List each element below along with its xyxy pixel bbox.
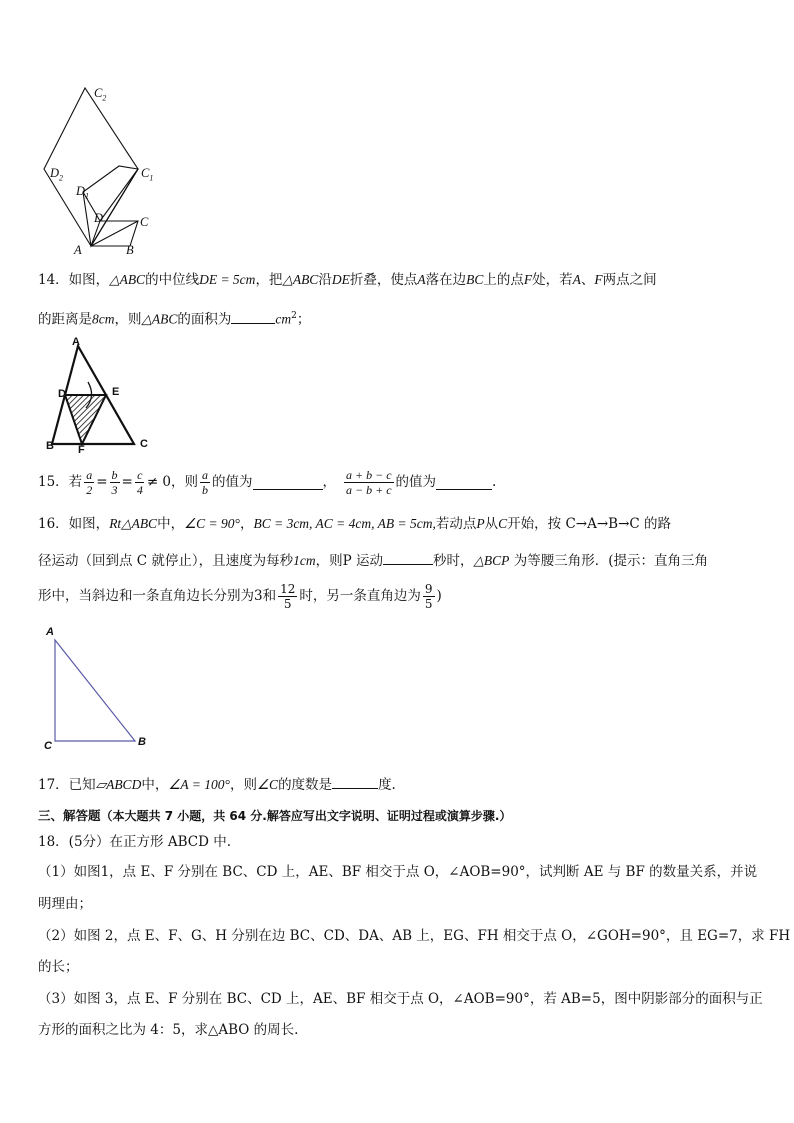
figure-q14: [44, 338, 154, 456]
q14-line2: 的距离是8cm，则△ABC的面积为 $cm^2$；: [38, 306, 310, 330]
q18-head: 18．(5分）在正方形 ABCD 中.: [38, 834, 231, 850]
label-d: D: [94, 211, 104, 225]
label-d2: $D_2$: [50, 166, 64, 183]
label-b: B: [126, 243, 134, 257]
q18-part3-line1: （3）如图 3，点 E、F 分别在 BC、CD 上，AE、BF 相交于点 O，∠AOB=90°，若 AB=5，图中阴影部分的面积与正: [38, 991, 763, 1007]
label-e: E: [112, 386, 120, 398]
q14-answer-blank[interactable]: [231, 309, 275, 324]
label-b: B: [46, 440, 54, 452]
label-c2: $C_2$: [94, 86, 107, 103]
label-d1: $D_1$: [76, 184, 90, 201]
label-d: D: [58, 388, 66, 400]
label-f: F: [78, 444, 85, 456]
q16-line1: 16．如图，Rt△ABC中，∠C = 90°，BC = 3cm, AC = 4cm, AB = 5cm,若动点P从C开始，按 C→A→B→C 的路: [38, 516, 672, 532]
q16-line3: 形中，当斜边和一条直角边长分别为 3 和 $\frac{12}{5}$ 时，另一条直角边为 $\frac{9}{5}$ ): [38, 581, 442, 611]
q18-part1-line1: （1）如图1，点 E、F 分别在 BC、CD 上，AE、BF 相交于点 O，∠AOB=90°，试判断 AE 与 BF 的数量关系，并说: [38, 864, 758, 880]
q17-line: 17．已知▱ABCD中，∠A = 100°，则∠C的度数是 度.: [38, 774, 396, 795]
q18-part1-line2: 明理由；: [38, 896, 92, 912]
figure-q16: [40, 624, 160, 754]
q18-part3-line2: 方形的面积之比为 4：5，求△ABO 的周长.: [38, 1022, 299, 1038]
section-3-heading: 三、解答题（本大题共 7 小题，共 64 分.解答应写出文字说明、证明过程或演算步骤.）: [38, 808, 512, 823]
q16-answer-blank[interactable]: [383, 550, 433, 565]
label-c: C: [44, 740, 52, 752]
folded-triangle-def: [65, 395, 106, 444]
q18-part2-line1: （2）如图 2，点 E、F、G、H 分别在边 BC、CD、DA、AB 上，EG、FH 相交于点 O，∠GOH=90°，且 EG=7，求 FH: [38, 928, 791, 944]
figure-q13: [36, 80, 166, 260]
q17-answer-blank[interactable]: [332, 774, 378, 789]
q15-line: 15．若 $\frac{a}{2}$ = $\frac{b}{3}$ = $\frac{c}{4}$ ≠ 0 ，则 $\frac{a}{b}$ 的值为 ， $\frac{a + b - c}{a - b + c}$ 的值为 .: [38, 467, 497, 497]
segment-d-c1: [100, 169, 138, 221]
figure-q16-svg: [40, 624, 160, 754]
q15-blank-2[interactable]: [436, 475, 492, 490]
right-triangle-acb: [55, 640, 135, 741]
q16-line2: 径运动（回到点 C 就停止），且速度为每秒1cm，则P 运动 秒时，△BCP 为等腰三角形．(提示：直角三角: [38, 550, 708, 571]
q15-blank-1[interactable]: [253, 475, 323, 490]
label-c: C: [140, 215, 149, 229]
q18-part2-line2: 的长；: [38, 959, 79, 975]
label-b: B: [138, 736, 146, 748]
label-a: A: [72, 336, 80, 348]
label-c1: $C_1$: [141, 166, 154, 183]
label-a: A: [46, 626, 54, 638]
label-a: A: [74, 243, 82, 257]
label-c: C: [140, 438, 148, 450]
q14-line1: 14．如图，△ABC的中位线DE = 5cm，把△ABC沿DE折叠，使点A落在边BC上的点F处，若A、F两点之间: [38, 272, 657, 288]
